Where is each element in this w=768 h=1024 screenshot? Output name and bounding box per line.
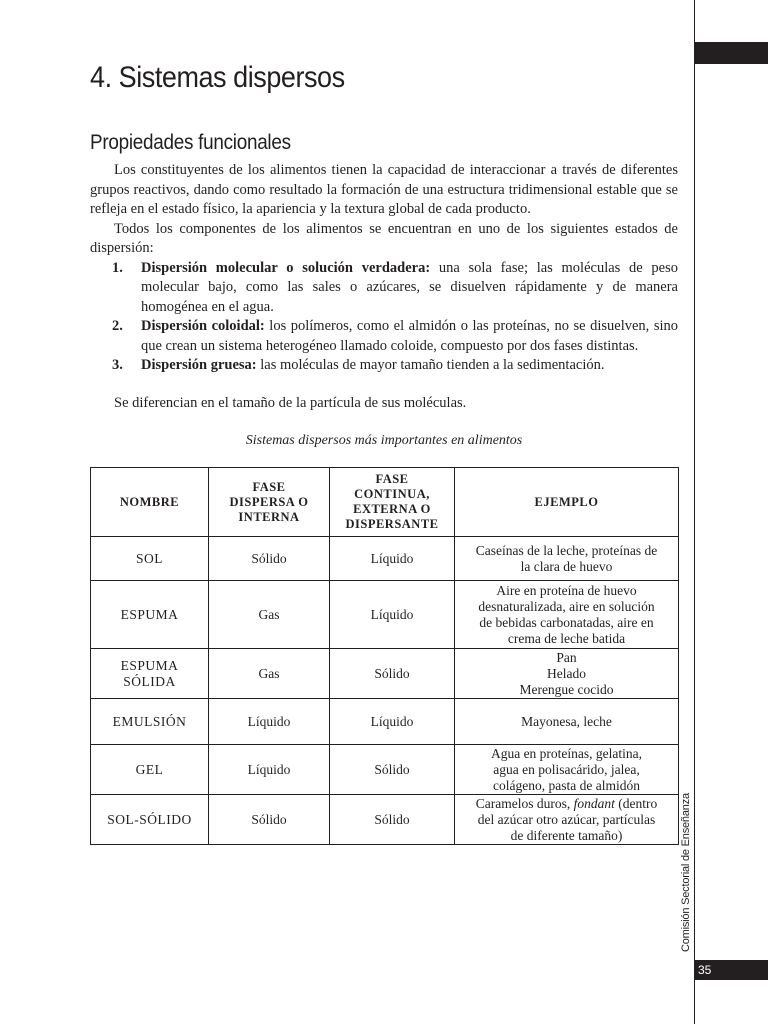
page-title: 4. Sistemas dispersos <box>90 61 345 94</box>
cell-fase-dispersa: Líquido <box>209 699 330 745</box>
table-row <box>91 581 679 649</box>
section-title: Propiedades funcionales <box>90 131 291 154</box>
cell-fase-continua: Sólido <box>330 649 455 699</box>
chapter-tab <box>695 42 768 64</box>
cell-fase-continua: Líquido <box>330 581 455 649</box>
list-term: Dispersión molecular o solución verdadera: <box>141 259 431 276</box>
list-text: una sola fase; las moléculas de peso molecular bajo, como las sales o azúcares, se disuelven rápidamente y de manera homogénea en el agua. <box>141 259 678 315</box>
table-header-row <box>91 468 679 537</box>
cell-ejemplo: Mayonesa, leche <box>455 699 679 745</box>
cell-fase-dispersa: Gas <box>209 581 330 649</box>
header-ejemplo: EJEMPLO <box>455 468 679 537</box>
table-row <box>91 649 679 699</box>
table-row <box>91 537 679 581</box>
cell-nombre: SOL <box>91 537 209 581</box>
table-row <box>91 699 679 745</box>
header-fase-continua: FASE CONTINUA, EXTERNA O DISPERSANTE <box>330 468 455 537</box>
list-item <box>90 356 678 376</box>
table-row <box>91 795 679 845</box>
cell-fase-dispersa: Gas <box>209 649 330 699</box>
table-row <box>91 745 679 795</box>
dispersion-list <box>90 259 678 376</box>
cell-nombre: GEL <box>91 745 209 795</box>
cell-fase-dispersa: Líquido <box>209 745 330 795</box>
cell-fase-continua: Líquido <box>330 699 455 745</box>
list-number: 2. <box>112 318 123 334</box>
cell-ejemplo: Caseínas de la leche, proteínas de la clara de huevo <box>455 537 679 581</box>
cell-fase-continua: Sólido <box>330 745 455 795</box>
cell-ejemplo: Aire en proteína de huevo desnaturalizada, aire en solución de bebidas carbonatadas, aire en crema de leche batida <box>455 581 679 649</box>
page-number: 35 <box>698 963 712 977</box>
header-nombre: NOMBRE <box>91 468 209 537</box>
cell-nombre: ESPUMA SÓLIDA <box>91 649 209 699</box>
list-number: 1. <box>112 259 123 276</box>
cell-ejemplo: Pan Helado Merengue cocido <box>455 649 679 699</box>
cell-nombre: EMULSIÓN <box>91 699 209 745</box>
cell-ejemplo: Agua en proteínas, gelatina, agua en polisacárido, jalea, colágeno, pasta de almidón <box>455 745 679 795</box>
list-text: las moléculas de mayor tamaño tienden a la sedimentación. <box>256 357 605 373</box>
header-fase-dispersa: FASE DISPERSA O INTERNA <box>209 468 330 537</box>
cell-fase-continua: Sólido <box>330 795 455 845</box>
paragraph-intro: Los constituyentes de los alimentos tienen la capacidad de interaccionar a través de diferentes grupos reactivos, dando como resultado la formación de una estructura tridimensional estable que se refleja en el estado físico, la apariencia y la textura global de cada producto. <box>90 162 678 217</box>
page-content <box>90 56 678 845</box>
list-text: los polímeros, como el almidón o las proteínas, no se disuelven, sino que crean un sistema heterogéneo llamado coloide, compuesto por dos fases distintas. <box>141 318 678 354</box>
italic-term: fondant <box>573 795 615 811</box>
cell-fase-continua: Líquido <box>330 537 455 581</box>
list-item <box>90 259 678 318</box>
list-term: Dispersión gruesa: <box>141 357 257 373</box>
cell-fase-dispersa: Sólido <box>209 537 330 581</box>
list-item <box>90 317 678 356</box>
cell-fase-dispersa: Sólido <box>209 795 330 845</box>
side-label: Comisión Sectorial de Enseñanza <box>680 793 692 952</box>
cell-ejemplo: Caramelos duros, fondant (dentro del azúcar otro azúcar, partículas de diferente tamaño) <box>455 795 679 845</box>
list-term: Dispersión coloidal: <box>141 318 265 334</box>
list-number: 3. <box>112 357 123 373</box>
table-caption: Sistemas dispersos más importantes en alimentos <box>245 433 523 448</box>
dispersion-table <box>90 467 679 845</box>
paragraph-states: Todos los componentes de los alimentos se encuentran en uno de los siguientes estados de dispersión: <box>90 220 678 256</box>
cell-nombre: ESPUMA <box>91 581 209 649</box>
cell-nombre: SOL-SÓLIDO <box>91 795 209 845</box>
paragraph-particle-size: Se diferencian en el tamaño de la partícula de sus moléculas. <box>114 394 467 411</box>
